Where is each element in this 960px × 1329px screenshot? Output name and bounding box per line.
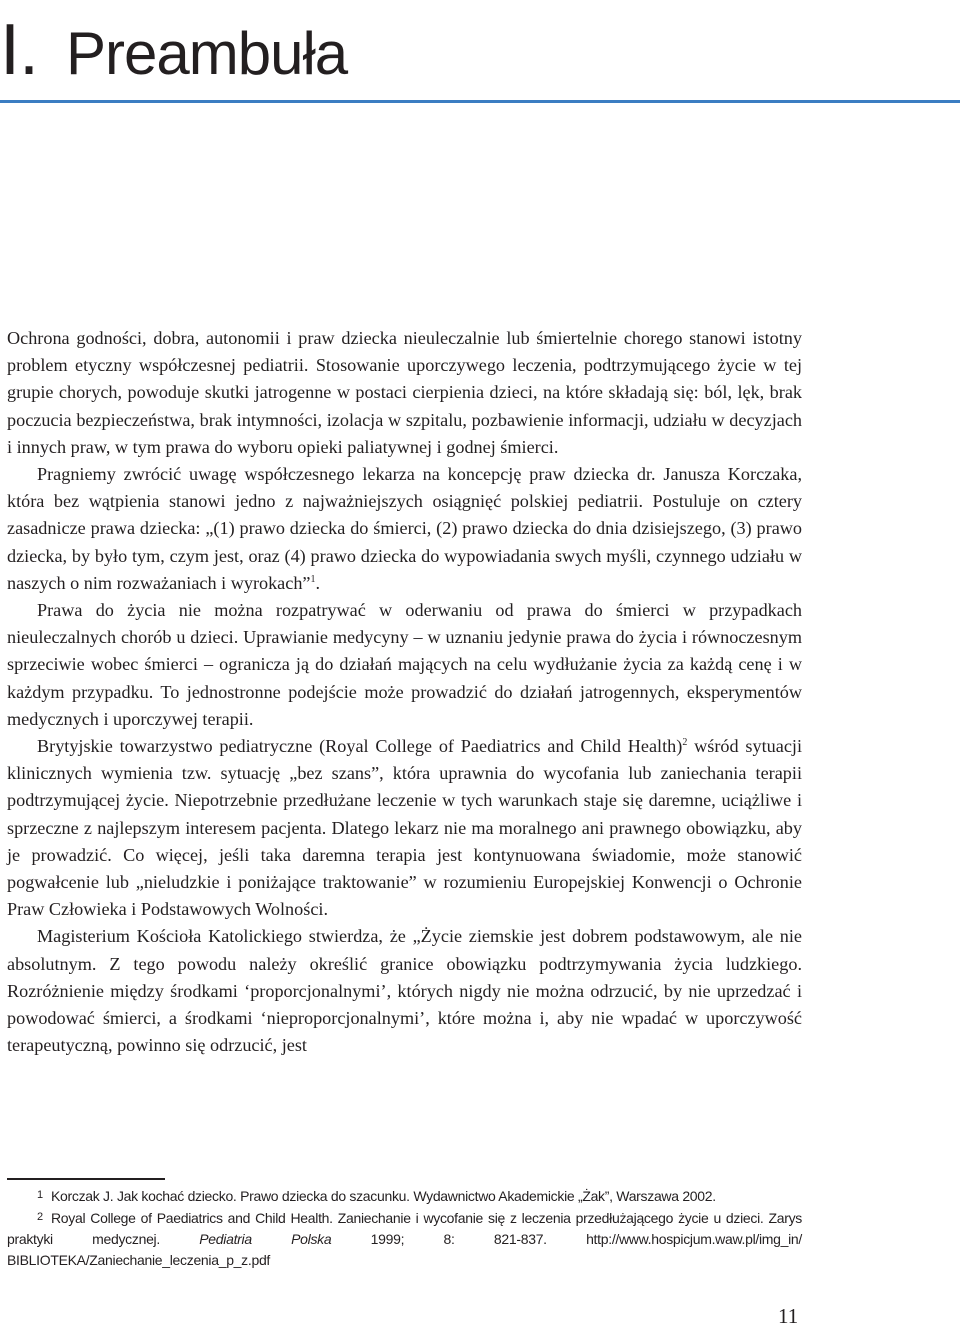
footnotes xyxy=(7,1185,802,1271)
chapter-heading xyxy=(0,10,347,94)
paragraph: Ochrona godności, dobra, autonomii i praw dziecka nieuleczalnie lub śmiertelnie chorego stanowi istotny problem etyczny współczesnej pediatrii. Stosowanie uporczywego leczenia, podtrzymującego życie w tej grupie chorych, powoduje skutki jatrogenne w postaci cierpienia dzieci, na które składają się: ból, lęk, brak poczucia bezpieczeństwa, brak intymności, izolacja w szpitalu, pozbawienie informacji, udziału w decyzjach i innych praw, w tym prawa do wyboru opieki paliatywnej i godnej śmierci. xyxy=(7,328,802,457)
paragraph: Pragniemy zwrócić uwagę współczesnego lekarza na koncepcję praw dziecka dr. Janusza Korczaka, która bez wątpienia stanowi jedno z najważniejszych osiągnięć polskiej pediatrii. Postuluje on cztery zasadnicze prawa dziecka: „(1) prawo dziecka do śmierci, (2) prawo dziecka do dnia dzisiejszego, (3) prawo dziecka, by było tym, czym jest, oraz (4) prawo dziecka do wypowiadania swych myśli, czynnego udziału w naszych o nim rozważaniach i wyrokach”$^1$. xyxy=(7,464,802,593)
body-text xyxy=(7,325,802,1059)
footnote-ref[interactable]: 2 xyxy=(682,737,688,749)
paragraph: Magisterium Kościoła Katolickiego stwierdza, że „Życie ziemskie jest dobrem podstawowym, ale nie absolutnym. Z tego powodu należy określić granice obowiązku podtrzymywania życia ludzkiego. Rozróżnienie między środkami ‘proporcjonalnymi’, których nigdy nie można odrzucić, by nie uprzedzać i powodować śmierci, a środkami ‘nieproporcjonalnymi’, które można i, aby nie wpadać w uporczywość terapeutyczną, powinno się odrzucić, jest xyxy=(7,926,802,1056)
footnote-mark: 1 xyxy=(37,1189,43,1201)
paragraph: Brytyjskie towarzystwo pediatryczne (Royal College of Paediatrics and Child Health)$^2$ wśród sytuacji klinicznych wymienia tzw. sytuację „bez szans”, która uprawnia do wycofania lub zaniechania terapii podtrzymującej życie. Niepotrzebnie przedłużane leczenie w tych warunkach staje się daremne, uciążliwe i sprzeczne z najlepszym interesem pacjenta. Dlatego lekarz nie ma moralnego ani prawnego obowiązku, aby je prowadzić. Co więcej, jeśli taka daremna terapia jest kontynuowana świadomie, może stanowić pogwałcenie lub „nieludzkie i poniżające traktowanie” w rozumieniu Europejskiej Konwencji o Ochronie Praw Człowieka i Podstawowych Wolności. xyxy=(7,736,802,920)
journal-title: Pediatria Polska xyxy=(199,1231,332,1247)
paragraph: Prawa do życia nie można rozpatrywać w oderwaniu od prawa do śmierci w przypadkach nieuleczalnych chorób u dzieci. Uprawianie medycyny – w uznaniu jedynie prawa do życia i równoczesnym sprzeciwie wobec śmierci – ogranicza ją do działań mających na celu wydłużanie życia za każdą cenę i w każdym przypadku. To jednostronne podejście może prowadzić do działań jatrogennych, eksperymentów medycznych i uporczywej terapii. xyxy=(7,600,802,729)
footnote-ref[interactable]: 1 xyxy=(310,573,316,585)
chapter-title: Preambuła xyxy=(66,20,348,87)
footnote-mark: 2 xyxy=(37,1211,43,1223)
footnote: 1 Korczak J. Jak kochać dziecko. Prawo dziecka do szacunku. Wydawnictwo Akademickie „Żak”, Warszawa 2002. xyxy=(7,1185,802,1207)
page-number: 11 xyxy=(778,1304,799,1328)
chapter-number: I. xyxy=(0,10,39,90)
footnote: 2 Royal College of Paediatrics and Child Health. Zaniechanie i wycofanie się z leczenia przedłużającego życie u dzieci. Zarys praktyki medycznej. Pediatria Polska 1999; 8: 821-837. http://www.hospicjum.waw.pl/img_in/ BIBLIOTEKA/Zaniechanie_leczenia_p_z.pdf xyxy=(7,1207,802,1271)
heading-rule xyxy=(0,100,960,103)
footnote-divider xyxy=(7,1178,165,1180)
